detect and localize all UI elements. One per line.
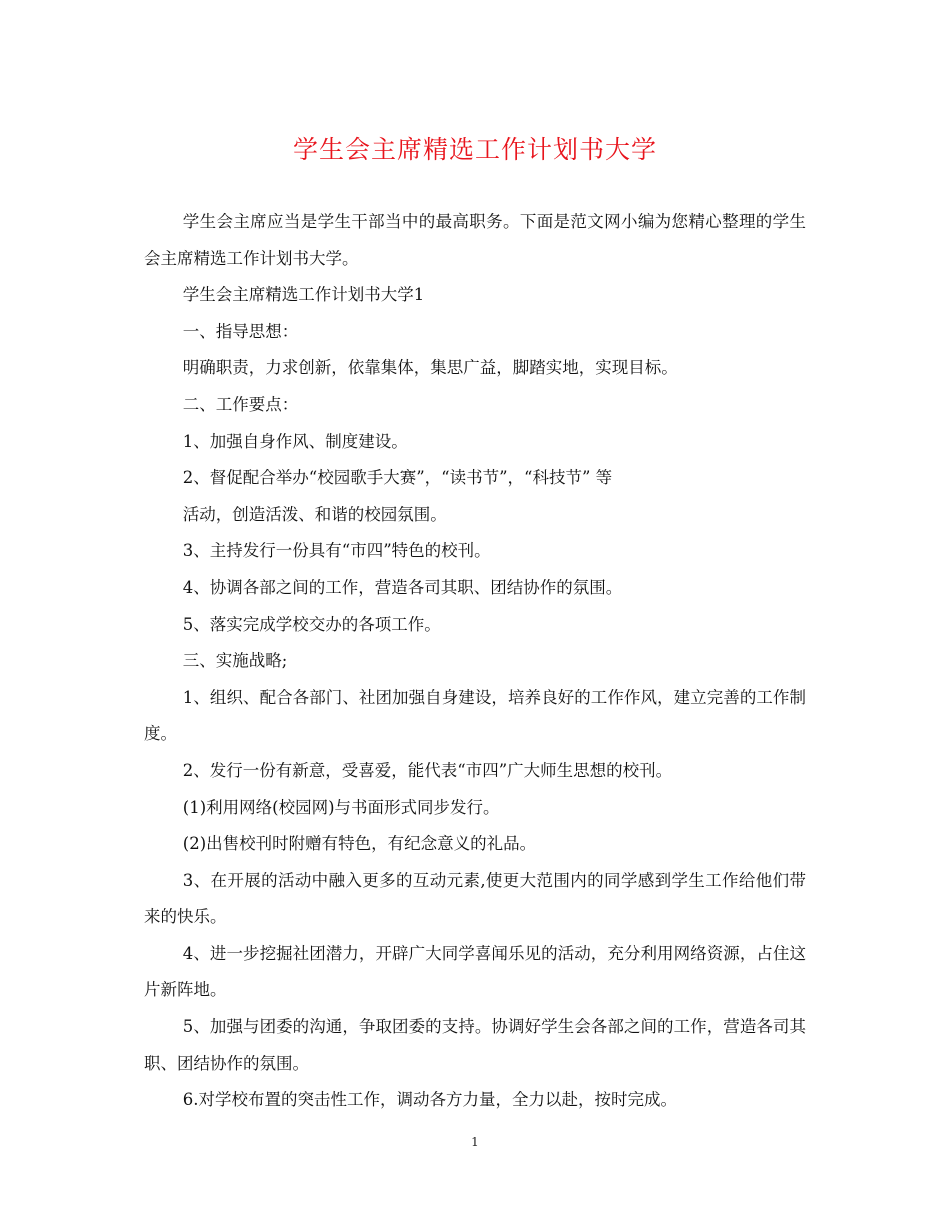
paragraph-strategy-5: 5、加强与团委的沟通，争取团委的支持。协调好学生会各部之间的工作，营造各司其职、团结协作的氛围。 xyxy=(144,1017,806,1073)
paragraph-strategy-3: 3、在开展的活动中融入更多的互动元素,使更大范围内的同学感到学生工作给他们带来的快乐。 xyxy=(144,870,806,927)
paragraph-strategy-6: 6.对学校布置的突击性工作，调动各方力量，全力以赴，按时完成。 xyxy=(182,1090,678,1110)
paragraph-section-3: 三、实施战略; xyxy=(182,651,288,671)
paragraph-point-2: 2、督促配合举办“校园歌手大赛”，“读书节”，“科技节” 等 xyxy=(182,468,613,488)
paragraph-point-4: 4、协调各部之间的工作，营造各司其职、团结协作的氛围。 xyxy=(182,577,623,597)
paragraph-point-1: 1、加强自身作风、制度建设。 xyxy=(182,431,408,451)
paragraph-plan-heading: 学生会主席精选工作计划书大学1 xyxy=(182,285,425,305)
paragraph-section-1: 一、指导思想： xyxy=(182,321,299,341)
page-number: 1 xyxy=(471,1135,479,1149)
paragraph-point-5: 5、落实完成学校交办的各项工作。 xyxy=(182,614,441,634)
document-body xyxy=(144,204,806,1119)
paragraph-strategy-2: 2、发行一份有新意，受喜爱，能代表“市四”广大师生思想的校刊。 xyxy=(182,760,673,780)
paragraph-strategy-2-2: (2)出售校刊时附赠有特色，有纪念意义的礼品。 xyxy=(182,834,537,854)
document-title: 学生会主席精选工作计划书大学 xyxy=(292,135,657,164)
paragraph-point-2-cont: 活动，创造活泼、和谐的校园氛围。 xyxy=(182,504,447,524)
paragraph-strategy-2-1: (1)利用网络(校园网)与书面形式同步发行。 xyxy=(182,797,500,817)
paragraph-guiding-idea: 明确职责，力求创新，依靠集体，集思广益，脚踏实地，实现目标。 xyxy=(182,358,678,378)
paragraph-point-3: 3、主持发行一份具有“市四”特色的校刊。 xyxy=(182,541,491,561)
paragraph-intro: 学生会主席应当是学生干部当中的最高职务。下面是范文网小编为您精心整理的学生会主席精选工作计划书大学。 xyxy=(144,212,806,268)
paragraph-section-2: 二、工作要点： xyxy=(182,394,299,414)
paragraph-strategy-1: 1、组织、配合各部门、社团加强自身建设，培养良好的工作作风，建立完善的工作制度。 xyxy=(144,687,806,744)
paragraph-strategy-4: 4、进一步挖掘社团潜力，开辟广大同学喜闻乐见的活动，充分利用网络资源，占住这片新阵地。 xyxy=(144,943,806,1000)
